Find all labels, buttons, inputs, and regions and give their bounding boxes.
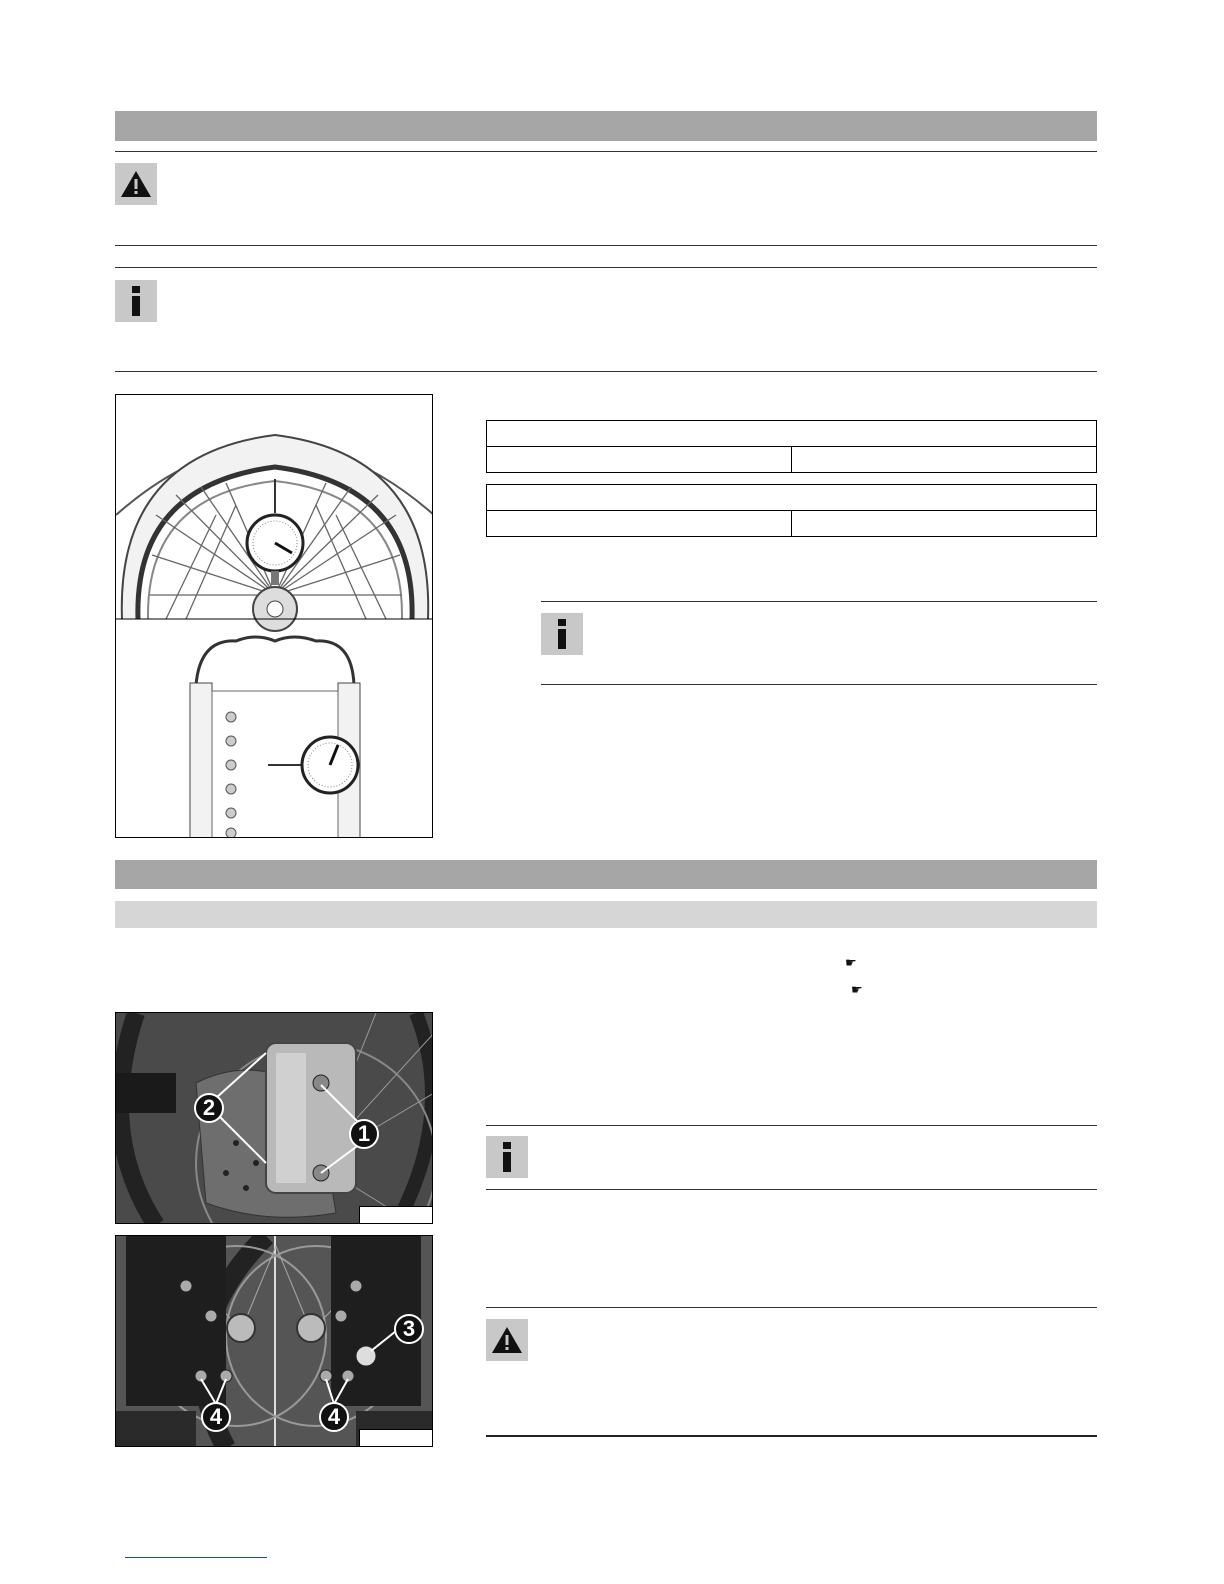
callout-3: 3 [394,1314,424,1344]
table-header [486,420,1097,447]
warning-triangle-icon [486,1319,528,1361]
figure-tag [359,1206,433,1224]
callout-1: 1 [349,1119,379,1149]
info-icon [541,613,583,655]
table-header [486,484,1097,511]
subsection-header-bar [115,901,1097,928]
callout-4: 4 [201,1402,231,1432]
fork-axle-photo [115,1235,433,1447]
divider [115,151,1097,152]
rim-profile-icon [190,637,360,838]
divider [115,371,1097,372]
table-cell [791,446,1097,473]
info-icon [486,1136,528,1178]
hand-pointer-icon: ☛ [851,982,863,997]
divider [486,1189,1097,1190]
wheel-runout-figure [115,394,433,838]
brake-caliper-photo [115,1012,433,1224]
callout-2: 2 [194,1093,224,1123]
hand-pointer-icon: ☛ [845,955,857,970]
divider [115,245,1097,246]
table-cell [486,510,792,537]
divider [486,1435,1097,1437]
warning-triangle-icon [115,163,157,205]
section-header-bar [115,860,1097,889]
table-cell [486,446,792,473]
divider [541,601,1097,602]
divider [115,267,1097,268]
divider [486,1307,1097,1308]
footer-link[interactable] [125,1557,267,1558]
divider [486,1125,1097,1126]
divider [541,684,1097,685]
table-cell [791,510,1097,537]
callout-4: 4 [319,1402,349,1432]
section-header-bar [115,111,1097,141]
figure-tag [359,1429,433,1447]
info-icon [115,280,157,322]
